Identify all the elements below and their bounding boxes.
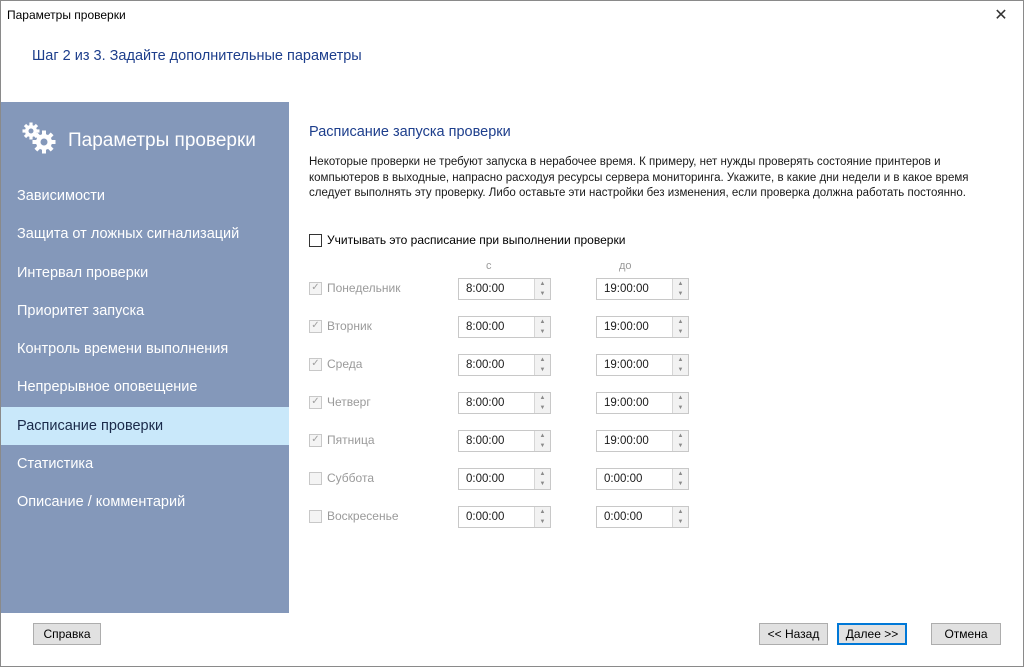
- friday-from-spinner[interactable]: [534, 431, 550, 451]
- spin-up-icon[interactable]: ▲: [677, 433, 684, 439]
- checkmark-icon: ✓: [311, 320, 320, 331]
- spin-down-icon[interactable]: ▼: [677, 291, 684, 297]
- wednesday-to-value: 19:00:00: [604, 359, 649, 371]
- sidebar-item-check-interval[interactable]: Интервал проверки: [17, 264, 149, 281]
- wednesday-label: Среда: [327, 357, 363, 371]
- close-icon: ✕: [994, 7, 1008, 24]
- saturday-to-time[interactable]: [596, 468, 689, 490]
- day-row-thursday: [309, 392, 709, 414]
- thursday-from-time[interactable]: [458, 392, 551, 414]
- thursday-to-time[interactable]: [596, 392, 689, 414]
- checkmark-icon: ✓: [311, 282, 320, 293]
- sunday-to-time[interactable]: [596, 506, 689, 528]
- title-bar: [1, 1, 1023, 31]
- spin-up-icon[interactable]: ▲: [677, 509, 684, 515]
- sidebar-item-continuous-alert[interactable]: Непрерывное оповещение: [17, 379, 198, 396]
- use-schedule-checkbox[interactable]: [309, 233, 625, 247]
- sunday-from-time[interactable]: [458, 506, 551, 528]
- spin-down-icon[interactable]: ▼: [677, 367, 684, 373]
- thursday-to-spinner[interactable]: [672, 393, 688, 413]
- spin-up-icon[interactable]: ▲: [539, 357, 546, 363]
- spin-up-icon[interactable]: ▲: [539, 395, 546, 401]
- spin-up-icon[interactable]: ▲: [677, 281, 684, 287]
- help-button[interactable]: Справка: [33, 623, 101, 645]
- saturday-to-value: 0:00:00: [604, 473, 643, 485]
- spin-down-icon[interactable]: ▼: [539, 291, 546, 297]
- monday-from-time[interactable]: [458, 278, 551, 300]
- spin-down-icon[interactable]: ▼: [539, 329, 546, 335]
- checkmark-icon: ✓: [311, 396, 320, 407]
- saturday-from-spinner[interactable]: [534, 469, 550, 489]
- sidebar-item-statistics[interactable]: Статистика: [17, 456, 94, 473]
- next-button[interactable]: Далее >>: [837, 623, 907, 645]
- sidebar-item-description[interactable]: Описание / комментарий: [17, 494, 186, 511]
- friday-to-spinner[interactable]: [672, 431, 688, 451]
- to-column-label: до: [619, 260, 632, 272]
- spin-up-icon[interactable]: ▲: [677, 319, 684, 325]
- friday-from-value: 8:00:00: [466, 435, 505, 447]
- cancel-button[interactable]: Отмена: [931, 623, 1001, 645]
- day-row-sunday: [309, 506, 709, 528]
- spin-down-icon[interactable]: ▼: [677, 329, 684, 335]
- monday-to-spinner[interactable]: [672, 279, 688, 299]
- section-description: Некоторые проверки не требуют запуска в нерабочее время. К примеру, нет нужды проверять состояние принтеров и компьютеров в выходные, напрасно расходуя ресурсы сервера мониторинга. Укажите, в какие дни недели и в какое время следует выполнять эту проверку. Либо оставьте эти настройки без изменения, если проверка должна работать постоянно.: [309, 156, 969, 199]
- monday-from-spinner[interactable]: [534, 279, 550, 299]
- thursday-checkbox-box: [309, 396, 322, 409]
- thursday-from-spinner[interactable]: [534, 393, 550, 413]
- tuesday-from-spinner[interactable]: [534, 317, 550, 337]
- sidebar-item-launch-priority[interactable]: Приоритет запуска: [17, 302, 145, 319]
- friday-label: Пятница: [327, 433, 375, 447]
- spin-down-icon[interactable]: ▼: [539, 519, 546, 525]
- sunday-to-spinner[interactable]: [672, 507, 688, 527]
- friday-checkbox: [309, 433, 375, 447]
- wednesday-from-spinner[interactable]: [534, 355, 550, 375]
- friday-from-time[interactable]: [458, 430, 551, 452]
- tuesday-checkbox-box: [309, 320, 322, 333]
- close-button[interactable]: [979, 1, 1023, 29]
- day-row-friday: [309, 430, 709, 452]
- sunday-checkbox: [309, 509, 399, 523]
- tuesday-checkbox: [309, 319, 372, 333]
- spin-down-icon[interactable]: ▼: [539, 443, 546, 449]
- wednesday-checkbox-box: [309, 358, 322, 371]
- thursday-to-value: 19:00:00: [604, 397, 649, 409]
- day-row-wednesday: [309, 354, 709, 376]
- spin-up-icon[interactable]: ▲: [539, 281, 546, 287]
- monday-checkbox: [309, 281, 400, 295]
- monday-label: Понедельник: [327, 281, 401, 295]
- monday-from-value: 8:00:00: [466, 283, 505, 295]
- day-row-tuesday: [309, 316, 709, 338]
- tuesday-to-spinner[interactable]: [672, 317, 688, 337]
- spin-down-icon[interactable]: ▼: [677, 519, 684, 525]
- spin-up-icon[interactable]: ▲: [539, 319, 546, 325]
- sidebar-header: [1, 102, 289, 174]
- sunday-to-value: 0:00:00: [604, 511, 643, 523]
- monday-to-time[interactable]: [596, 278, 689, 300]
- tuesday-from-value: 8:00:00: [466, 321, 505, 333]
- wednesday-to-time[interactable]: [596, 354, 689, 376]
- spin-down-icon[interactable]: ▼: [539, 405, 546, 411]
- monday-to-value: 19:00:00: [604, 283, 649, 295]
- section-title: Расписание запуска проверки: [309, 124, 511, 140]
- wednesday-checkbox: [309, 357, 362, 371]
- thursday-label: Четверг: [327, 395, 371, 409]
- tuesday-to-time[interactable]: [596, 316, 689, 338]
- spin-up-icon[interactable]: ▲: [539, 433, 546, 439]
- use-schedule-checkbox-box[interactable]: [309, 234, 322, 247]
- sidebar: [1, 102, 289, 613]
- friday-checkbox-box: [309, 434, 322, 447]
- gears-icon: [21, 121, 57, 155]
- from-column-label: с: [486, 260, 492, 272]
- spin-up-icon[interactable]: ▲: [677, 471, 684, 477]
- checkmark-icon: ✓: [311, 434, 320, 445]
- back-button[interactable]: << Назад: [759, 623, 828, 645]
- tuesday-label: Вторник: [327, 319, 372, 333]
- saturday-from-time[interactable]: [458, 468, 551, 490]
- saturday-from-value: 0:00:00: [466, 473, 505, 485]
- friday-to-value: 19:00:00: [604, 435, 649, 447]
- sidebar-item-check-schedule[interactable]: Расписание проверки: [1, 407, 289, 445]
- tuesday-to-value: 19:00:00: [604, 321, 649, 333]
- sidebar-item-execution-time-control[interactable]: Контроль времени выполнения: [17, 341, 229, 358]
- sunday-checkbox-box: [309, 510, 322, 523]
- spin-down-icon[interactable]: ▼: [677, 405, 684, 411]
- sunday-label: Воскресенье: [327, 509, 399, 523]
- window-title: Параметры проверки: [7, 8, 126, 22]
- step-title: Шаг 2 из 3. Задайте дополнительные параметры: [32, 48, 362, 64]
- use-schedule-label: Учитывать это расписание при выполнении проверки: [327, 233, 626, 247]
- sunday-from-spinner[interactable]: [534, 507, 550, 527]
- saturday-label: Суббота: [327, 471, 374, 485]
- wednesday-from-value: 8:00:00: [466, 359, 505, 371]
- spin-down-icon[interactable]: ▼: [677, 481, 684, 487]
- saturday-checkbox-box: [309, 472, 322, 485]
- sidebar-item-dependencies[interactable]: Зависимости: [17, 188, 105, 204]
- monday-checkbox-box: [309, 282, 322, 295]
- sidebar-nav: [1, 177, 289, 522]
- sidebar-item-false-alarm-protection[interactable]: Защита от ложных сигнализаций: [17, 226, 240, 243]
- wednesday-from-time[interactable]: [458, 354, 551, 376]
- saturday-checkbox: [309, 471, 374, 485]
- sunday-from-value: 0:00:00: [466, 511, 505, 523]
- day-row-monday: [309, 278, 709, 300]
- spin-down-icon[interactable]: ▼: [677, 443, 684, 449]
- friday-to-time[interactable]: [596, 430, 689, 452]
- spin-up-icon[interactable]: ▲: [677, 395, 684, 401]
- spin-down-icon[interactable]: ▼: [539, 481, 546, 487]
- thursday-checkbox: [309, 395, 371, 409]
- spin-up-icon[interactable]: ▲: [539, 509, 546, 515]
- wednesday-to-spinner[interactable]: [672, 355, 688, 375]
- thursday-from-value: 8:00:00: [466, 397, 505, 409]
- sidebar-heading: Параметры проверки: [68, 130, 256, 151]
- tuesday-from-time[interactable]: [458, 316, 551, 338]
- day-row-saturday: [309, 468, 709, 490]
- spin-up-icon[interactable]: ▲: [677, 357, 684, 363]
- spin-up-icon[interactable]: ▲: [539, 471, 546, 477]
- spin-down-icon[interactable]: ▼: [539, 367, 546, 373]
- checkmark-icon: ✓: [311, 358, 320, 369]
- saturday-to-spinner[interactable]: [672, 469, 688, 489]
